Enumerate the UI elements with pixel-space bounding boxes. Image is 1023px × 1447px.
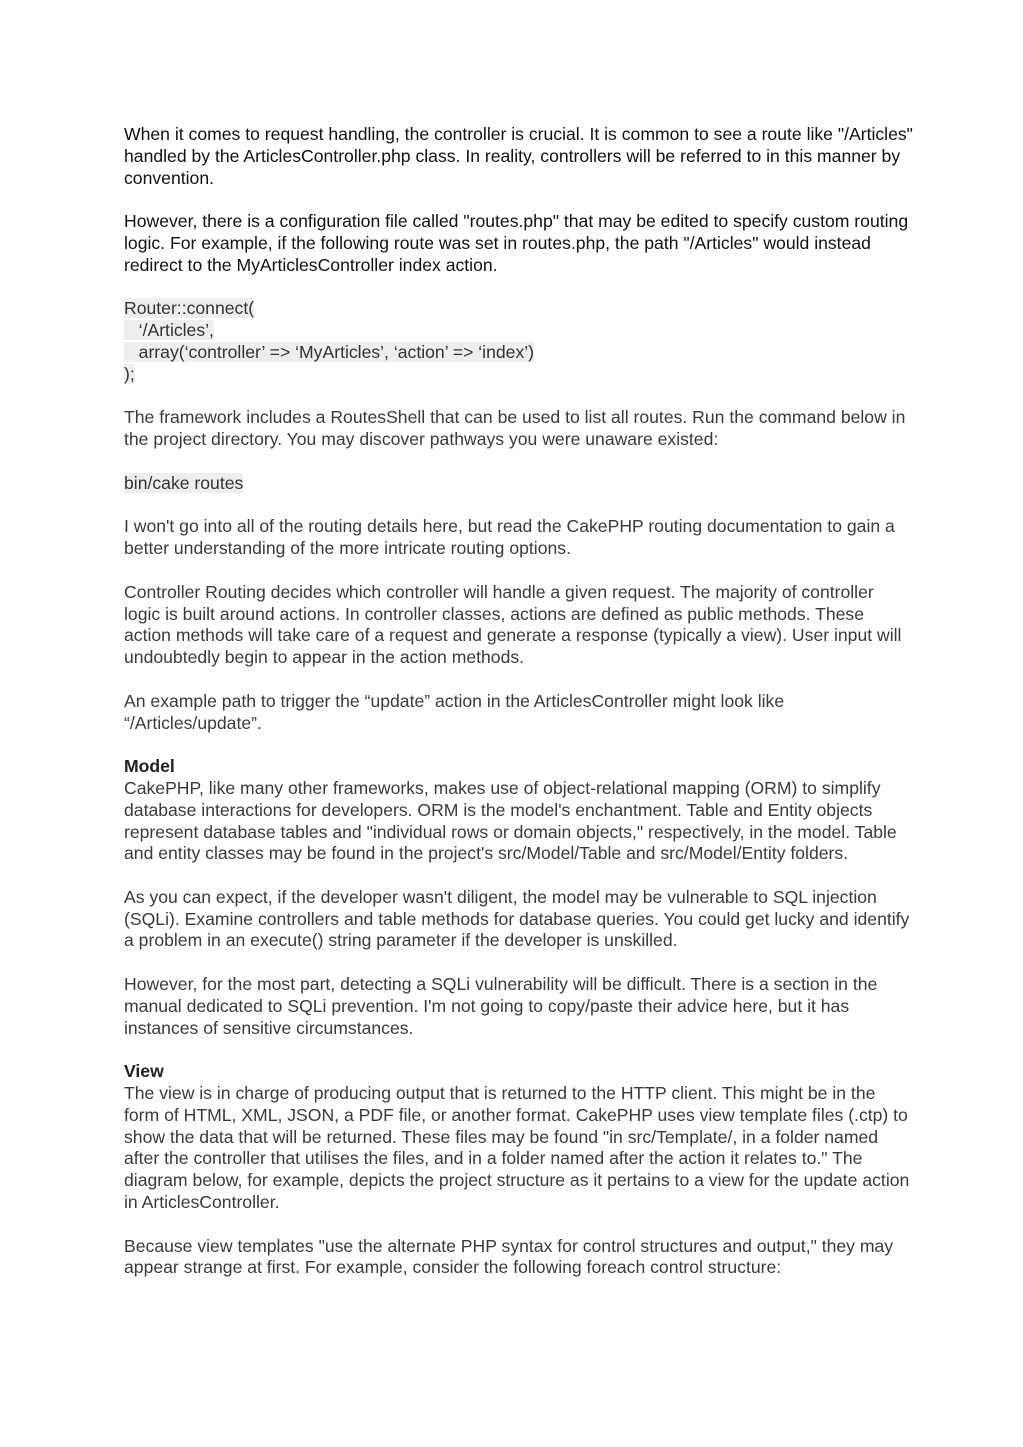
paragraph-controller-intro: When it comes to request handling, the controller is crucial. It is common to see a route like "/Articles" handled by the ArticlesController.php class. In reality, controllers will be referred to in this manner by convention. [124,124,913,188]
paragraph-routes-shell: The framework includes a RoutesShell that can be used to list all routes. Run the command below in the project directory. You may discover pathways you were unaware existed: [124,407,906,450]
paragraph-view-templates: Because view templates "use the alternate PHP syntax for control structures and output," they may appear strange at first. For example, consider the following foreach control structure: [124,1235,894,1278]
paragraph-update-example: An example path to trigger the “update” action in the ArticlesController might look like “/Articles/update”. [124,690,785,733]
code-line [124,364,914,386]
router-code-block [124,298,914,385]
code-line [124,298,914,320]
command-paragraph [124,473,914,495]
code-line-text: Router::connect( [124,298,255,319]
paragraph-sqli-vulnerable: As you can expect, if the developer wasn't diligent, the model may be vulnerable to SQL injection (SQLi). Examine controllers and table methods for database queries. You could get lucky and identify a problem in an execute() string parameter if the developer is unskilled. [124,886,910,951]
model-section [124,756,914,865]
document-page [124,124,914,1301]
command-code: bin/cake routes [124,472,244,493]
code-line-text: ); [124,363,135,384]
paragraph-controller-routing: Controller Routing decides which controller will handle a given request. The majority of controller logic is built around actions. In controller classes, actions are defined as public methods. These action methods will take care of a request and generate a response (typically a view). User input will undoubtedly begin to appear in the action methods. [124,581,902,668]
code-line [124,342,914,364]
view-heading: View [124,1061,164,1082]
paragraph-sqli-detection: However, for the most part, detecting a SQLi vulnerability will be difficult. There is a section in the manual dedicated to SQLi prevention. I'm not going to copy/paste their advice here, but it has instances of sensitive circumstances. [124,974,878,1038]
code-line [124,320,914,342]
code-line-text: array(‘controller’ => ‘MyArticles’, ‘action’ => ‘index’) [124,341,535,362]
view-section [124,1061,914,1214]
model-body: CakePHP, like many other frameworks, makes use of object-relational mapping (ORM) to simplify database interactions for developers. ORM is the model's enchantment. Table and Entity objects represent database tables and "individual rows or domain objects," respectively, in the model. Table and entity classes may be found in the project's src/Model/Table and src/Model/Entity folders. [124,777,897,864]
model-heading: Model [124,756,175,777]
view-body: The view is in charge of producing output that is returned to the HTTP client. This might be in the form of HTML, XML, JSON, a PDF file, or another format. CakePHP uses view template files (.ctp) to show the data that will be returned. These files may be found "in src/Template/, in a folder named after the controller that utilises the files, and in a folder named after the action it relates to." The diagram below, for example, depicts the project structure as it pertains to a view for the update action in ArticlesController. [124,1083,910,1213]
paragraph-routes-config: However, there is a configuration file called "routes.php" that may be edited to specify custom routing logic. For example, if the following route was set in routes.php, the path "/Articles" would instead redirect to the MyArticlesController index action. [124,211,909,275]
paragraph-routing-docs: I won't go into all of the routing details here, but read the CakePHP routing documentation to gain a better understanding of the more intricate routing options. [124,516,895,559]
code-line-text: ‘/Articles’, [124,320,214,341]
